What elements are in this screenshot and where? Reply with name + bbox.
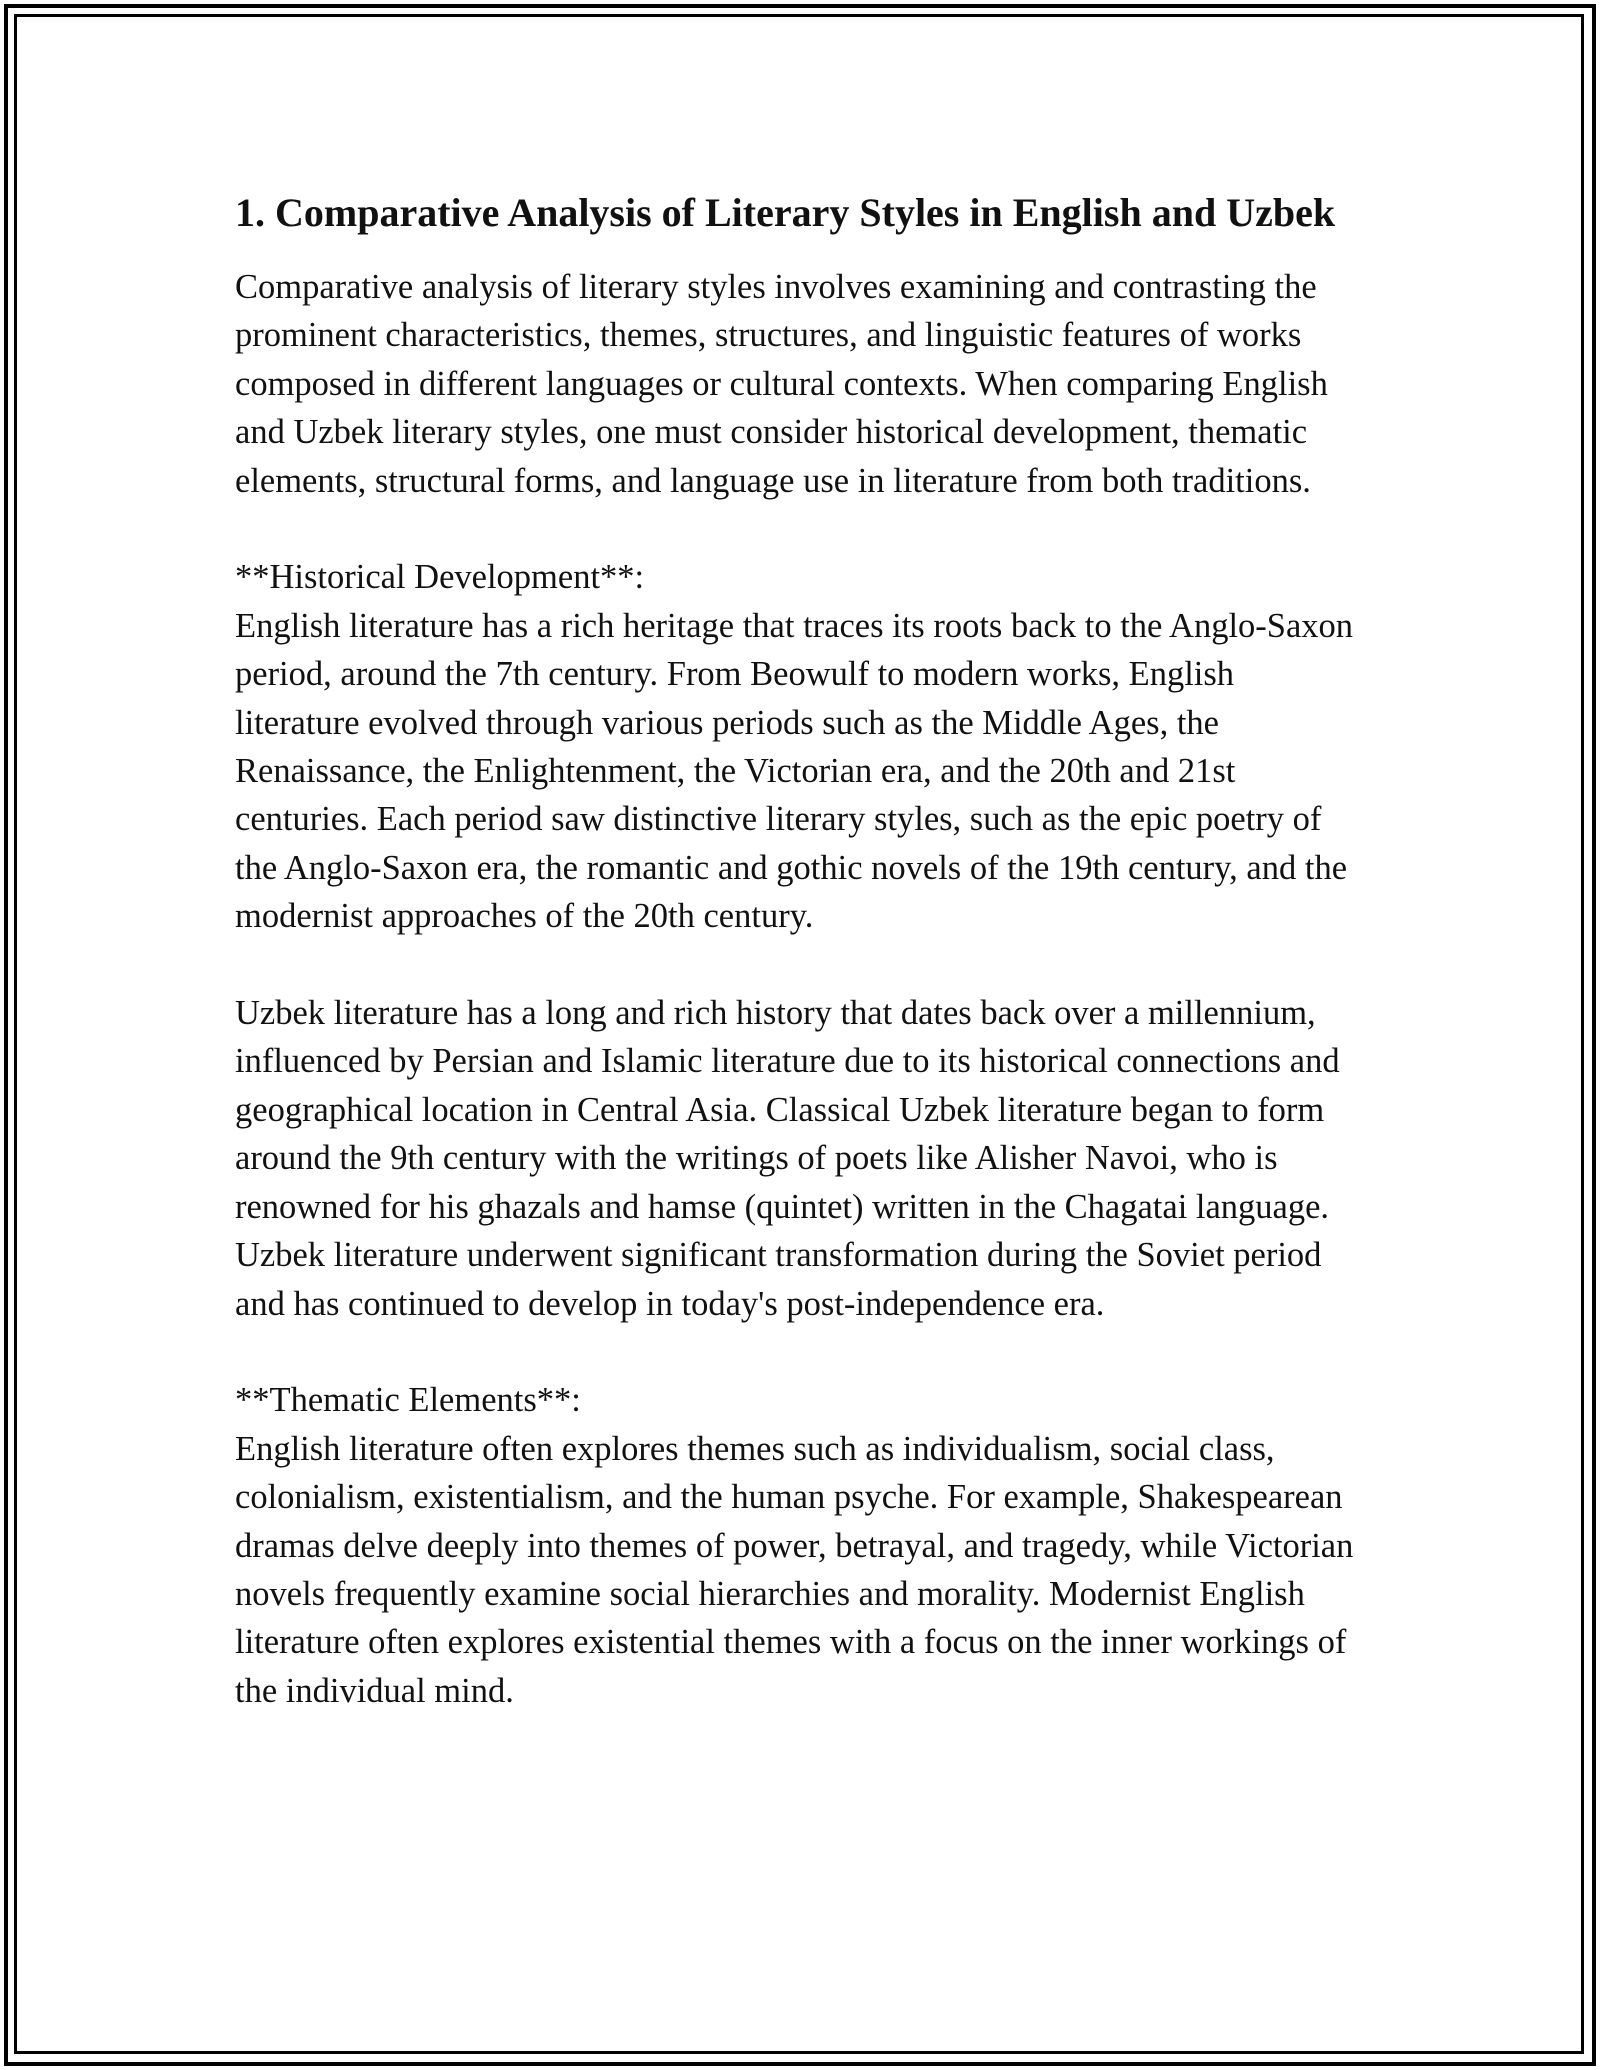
document-body bbox=[235, 185, 1365, 1715]
paragraph-historical-english: **Historical Development**: English literature has a rich heritage that traces its roots back to the Anglo-Saxon period, around the 7th century. From Beowulf to modern works, English literature evolved through various periods such as the Middle Ages, the Renaissance, the Enlightenment, the Victorian era, and the 20th and 21st centuries. Each period saw distinctive literary styles, such as the epic poetry of the Anglo-Saxon era, the romantic and gothic novels of the 19th century, and the modernist approaches of the 20th century. bbox=[235, 558, 1354, 936]
paragraph-thematic-english: **Thematic Elements**: English literature often explores themes such as individualism, social class, colonialism, existentialism, and the human psyche. For example, Shakespearean dramas delve deeply into themes of power, betrayal, and tragedy, while Victorian novels frequently examine social hierarchies and morality. Modernist English literature often explores existential themes with a focus on the inner workings of the individual mind. bbox=[235, 1381, 1354, 1710]
section-title: 1. Comparative Analysis of Literary Styles in English and Uzbek bbox=[235, 190, 1336, 235]
paragraph-historical-uzbek: Uzbek literature has a long and rich history that dates back over a millennium, influenced by Persian and Islamic literature due to its historical connections and geographical location in Central Asia. Classical Uzbek literature began to form around the 9th century with the writings of poets like Alisher Navoi, who is renowned for his ghazals and hamse (quintet) written in the Chagatai language. Uzbek literature underwent significant transformation during the Soviet period and has continued to develop in today's post-independence era. bbox=[235, 994, 1340, 1323]
paragraph-intro: Comparative analysis of literary styles involves examining and contrasting the prominent characteristics, themes, structures, and linguistic features of works composed in different languages or cultural contexts. When comparing English and Uzbek literary styles, one must consider historical development, thematic elements, structural forms, and language use in literature from both traditions. bbox=[235, 268, 1328, 500]
